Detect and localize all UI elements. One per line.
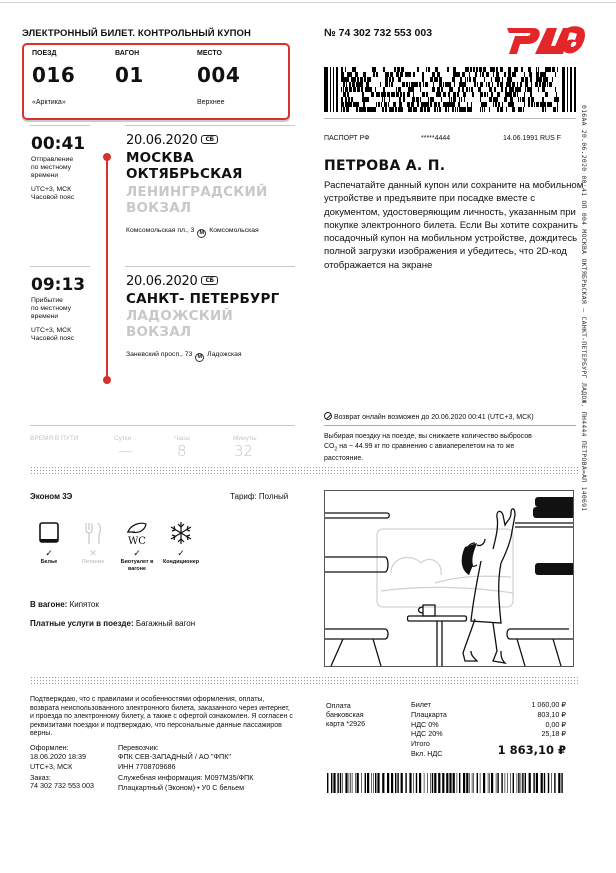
in-wagon-services: В вагоне: Кипяток <box>30 600 99 609</box>
arrival-station: САНКТ- ПЕТЕРБУРГ <box>126 291 280 307</box>
linear-barcode <box>327 773 567 793</box>
woman-luggage-illustration <box>325 491 573 666</box>
total-amount: 1 863,10 ₽ <box>497 743 566 757</box>
departure-date: 20.06.2020 СБ <box>126 133 218 148</box>
amenity-linen: ✓ Белье <box>29 520 69 566</box>
svg-text:WC: WC <box>128 536 146 546</box>
divider <box>30 425 295 426</box>
departure-time: 00:41 <box>31 134 86 154</box>
amenity-ac: ✓ Кондиционер <box>161 520 201 566</box>
minutes-label: Минуты <box>233 435 257 442</box>
payment-amounts: 1 060,00 ₽ 803,10 ₽ 0,00 ₽ 25,18 ₽ <box>531 700 566 739</box>
amenity-food: ✕ Питание <box>73 520 113 566</box>
food-icon <box>80 520 106 546</box>
departure-address: Комсомольская пл., 3 М Комсомольская <box>126 227 259 236</box>
hours-value: 8 <box>177 442 187 460</box>
refund-info: Возврат онлайн возможен до 20.06.2020 00:41 (UTC+3, МСК) <box>324 412 534 421</box>
train-number: 016 <box>32 63 76 87</box>
amenity-wc: WC ✓ Биотуалет в вагоне <box>117 520 157 572</box>
tariff: Тариф: Полный <box>230 492 289 501</box>
ticket-number: № 74 302 732 553 003 <box>324 27 433 39</box>
passenger-name: ПЕТРОВА А. П. <box>324 158 446 174</box>
hours-label: Часы <box>174 435 190 442</box>
service-class: Эконом 3Э <box>30 492 73 501</box>
train-info-box <box>22 43 290 120</box>
car-column <box>115 50 144 87</box>
travel-time-label: ВРЕМЯ В ПУТИ <box>30 435 79 442</box>
departure-terminal: ЛЕНИНГРАДСКИЙ ВОКЗАЛ <box>126 184 268 216</box>
departure-time-label: Отправление по местному времени <box>31 156 74 180</box>
days-value: — <box>118 442 133 460</box>
dotted-separator <box>30 466 578 475</box>
weekday-badge: СБ <box>201 276 217 285</box>
weekday-badge: СБ <box>201 135 217 144</box>
metro-icon: М <box>195 353 204 362</box>
rzd-logo <box>505 20 587 61</box>
ticket-title: ЭЛЕКТРОННЫЙ БИЛЕТ. КОНТРОЛЬНЫЙ КУПОН <box>22 28 251 39</box>
carrier-info: Перевозчик: ФПК СЕВ-ЗАПАДНЫЙ / АО "ФПК" ИНН 7708709686 Служебная информация: М097М35/ФПК Плацкартный (Эконом) • У0 С бельем <box>118 743 254 793</box>
arrival-timezone: UTC+3, МСК Часовой пояс <box>31 327 75 343</box>
arrival-dot <box>103 376 111 384</box>
seat-label: МЕСТО <box>197 50 222 57</box>
payment-labels: Билет Плацкарта НДС 0% НДС 20% Итого Вкл. НДС <box>411 700 447 758</box>
departure-station: МОСКВА ОКТЯБРЬСКАЯ <box>126 150 243 182</box>
departure-timezone: UTC+3, МСК Часовой пояс <box>31 186 75 202</box>
seat-type: Верхнее <box>197 99 225 106</box>
car-label: ВАГОН <box>115 50 140 57</box>
pdf417-barcode <box>324 67 576 112</box>
snowflake-icon <box>168 520 194 546</box>
top-divider <box>0 2 616 3</box>
divider <box>125 266 295 267</box>
seat-column <box>197 50 240 87</box>
vertical-service-code: 016АА 20.06.2020 00:41 ОП 004 МОСКВА ОКТЯБРЬСКАЯ — САНКТ-ПЕТЕРБУРГ ЛАДОЖ. ПН4444 ПЕТРОВА=АП 140691 <box>580 105 588 512</box>
confirmation-text: Подтверждаю, что с правилами и особенностями оформления, оплаты, возврата неиспользованного электронного билета, заказанного через интернет, и проезда по электронному билету, а также с офертой ознакомлен. Я согласен с реквизитами поездки и подтверждаю, что персональные данные пассажиров верны. <box>30 696 293 738</box>
arrival-time-label: Прибытие по местному времени <box>31 297 71 321</box>
divider <box>30 266 90 267</box>
document-number: *****4444 <box>421 135 451 142</box>
train-name: «Арктика» <box>32 99 66 106</box>
paid-services: Платные услуги в поезде: Багажный вагон <box>30 619 196 628</box>
arrival-date: 20.06.2020 СБ <box>126 274 218 289</box>
departure-dot <box>103 153 111 161</box>
divider <box>324 425 576 426</box>
divider <box>125 125 295 126</box>
barcode-divider <box>324 118 576 119</box>
co2-info: Выбирая поездку на поезде, вы снижаете количество выбросов $CO_2$ на ~ 44.99 кг по сравнению с авиаперелетом на то же расстояние. <box>324 433 532 463</box>
print-notice: Распечатайте данный купон или сохраните на мобильном устройстве и предъявите при посадке вместе с документом, удостоверяющим личность, указанным при покупке электронного билета. Если Вы хотите сохранить посадочный купон на мобильном устройстве, дождитесь полной загрузки изображения и убедитесь, что 2D-код отображается на экране <box>324 180 584 271</box>
train-illustration <box>324 490 574 667</box>
issued-info: Оформлен: 18.06.2020 18:39 UTC+3, МСК Заказ: 74 302 732 553 003 <box>30 743 94 791</box>
payment-method: Оплата банковская карта *2926 <box>326 701 366 729</box>
no-refund-icon <box>324 412 332 420</box>
divider <box>30 125 90 126</box>
days-label: Сутки <box>114 435 132 442</box>
route-line <box>106 157 108 382</box>
arrival-time: 09:13 <box>31 275 86 295</box>
train-column <box>32 50 75 87</box>
linen-icon <box>36 520 62 546</box>
train-label: ПОЕЗД <box>32 50 57 57</box>
birth-info: 14.06.1991 RUS F <box>503 135 561 142</box>
dotted-separator <box>30 676 578 685</box>
document-type: ПАСПОРТ РФ <box>324 135 370 142</box>
seat-number: 004 <box>197 63 241 87</box>
car-number: 01 <box>115 63 144 87</box>
metro-icon: М <box>197 229 206 238</box>
minutes-value: 32 <box>234 442 254 460</box>
arrival-address: Заневский просп., 73 М Ладожская <box>126 351 242 360</box>
wc-icon <box>123 520 151 546</box>
arrival-terminal: ЛАДОЖСКИЙ ВОКЗАЛ <box>126 308 234 340</box>
